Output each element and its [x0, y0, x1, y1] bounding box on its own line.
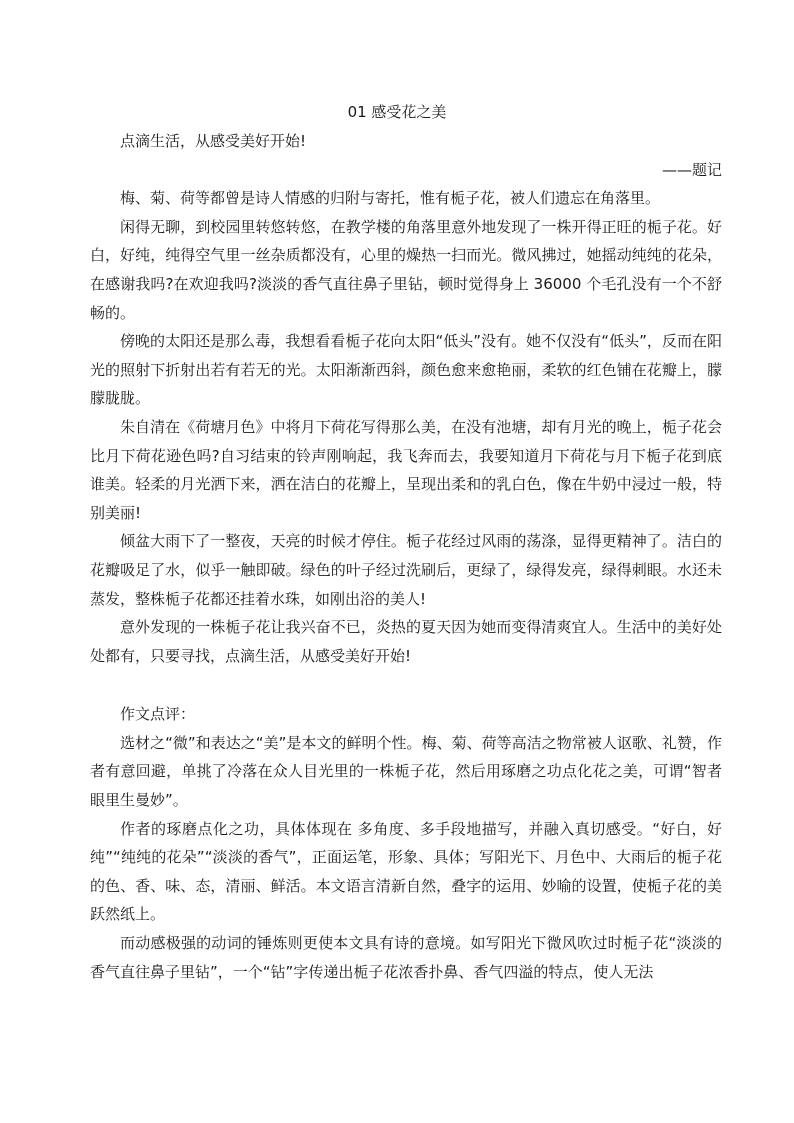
epigraph-signoff: ——题记 — [661, 160, 722, 179]
comment-paragraph-2: 作者的琢磨点化之功，具体体现在 多角度、多手段地描写，并融入真切感受。“好白，好纯”“纯纯的花朵”“淡淡的香气”，正面运笔，形象、具体；写阳光下、月色中、大雨后的栀子花的色、香、味、态，清丽、鲜活。本文语言清新自然，叠字的运用、妙喻的设置，使栀子花的美跃然纸上。 — [90, 819, 722, 924]
essay-paragraph-3: 傍晚的太阳还是那么毒，我想看看栀子花向太阳“低头”没有。她不仅没有“低头”，反而在阳光的照射下折射出若有若无的光。太阳渐渐西斜，颜色愈来愈艳丽，柔软的红色铺在花瓣上，朦朦胧胧。 — [90, 332, 722, 408]
comment-paragraph-3: 而动感极强的动词的锤炼则更使本文具有诗的意境。如写阳光下微风吹过时栀子花“淡淡的香气直往鼻子里钻”，一个“钻”字传递出栀子花浓香扑鼻、香气四溢的特点，使人无法 — [90, 934, 722, 981]
section-spacer — [90, 670, 722, 700]
essay-paragraph-5: 倾盆大雨下了一整夜，天亮的时候才停住。栀子花经过风雨的荡涤，显得更精神了。洁白的花瓣吸足了水，似乎一触即破。绿色的叶子经过洗刷后，更绿了，绿得发亮，绿得刺眼。水还未蒸发，整株栀子花都还挂着水珠，如刚出浴的美人! — [90, 532, 722, 608]
essay-paragraph-1: 梅、菊、荷等都曾是诗人情感的归附与寄托，惟有栀子花，被人们遗忘在角落里。 — [120, 189, 661, 208]
comment-heading: 作文点评： — [120, 705, 196, 724]
essay-paragraph-2: 闲得无聊，到校园里转悠转悠，在教学楼的角落里意外地发现了一株开得正旺的栀子花。好白，好纯，纯得空气里一丝杂质都没有，心里的燥热一扫而光。微风拂过，她摇动纯纯的花朵，在感谢我吗?在欢迎我吗?淡淡的香气直往鼻子里钻，顿时觉得身上 36000 个毛孔没有一个不舒畅的。 — [90, 217, 722, 322]
essay-body — [90, 127, 722, 986]
epigraph: 点滴生活，从感受美好开始! — [120, 132, 307, 150]
page-title: 01 感受花之美 — [347, 103, 447, 121]
essay-paragraph-6: 意外发现的一株栀子花让我兴奋不已，炎热的夏天因为她而变得清爽宜人。生活中的美好处处都有，只要寻找，点滴生活，从感受美好开始! — [90, 618, 722, 665]
comment-paragraph-1: 选材之“微”和表达之“美”是本文的鲜明个性。梅、菊、荷等高洁之物常被人讴歌、礼赞，作者有意回避，单挑了冷落在众人目光里的一株栀子花，然后用琢磨之功点化花之美，可谓“智者眼里生曼妙”。 — [90, 733, 722, 810]
essay-paragraph-4: 朱自清在《荷塘月色》中将月下荷花写得那么美，在没有池塘，却有月光的晚上，栀子花会比月下荷花逊色吗?自习结束的铃声刚响起，我飞奔而去，我要知道月下荷花与月下栀子花到底谁美。轻柔的月光洒下来，洒在洁白的花瓣上，呈现出柔和的乳白色，像在牛奶中浸过一般，特别美丽! — [90, 417, 722, 522]
